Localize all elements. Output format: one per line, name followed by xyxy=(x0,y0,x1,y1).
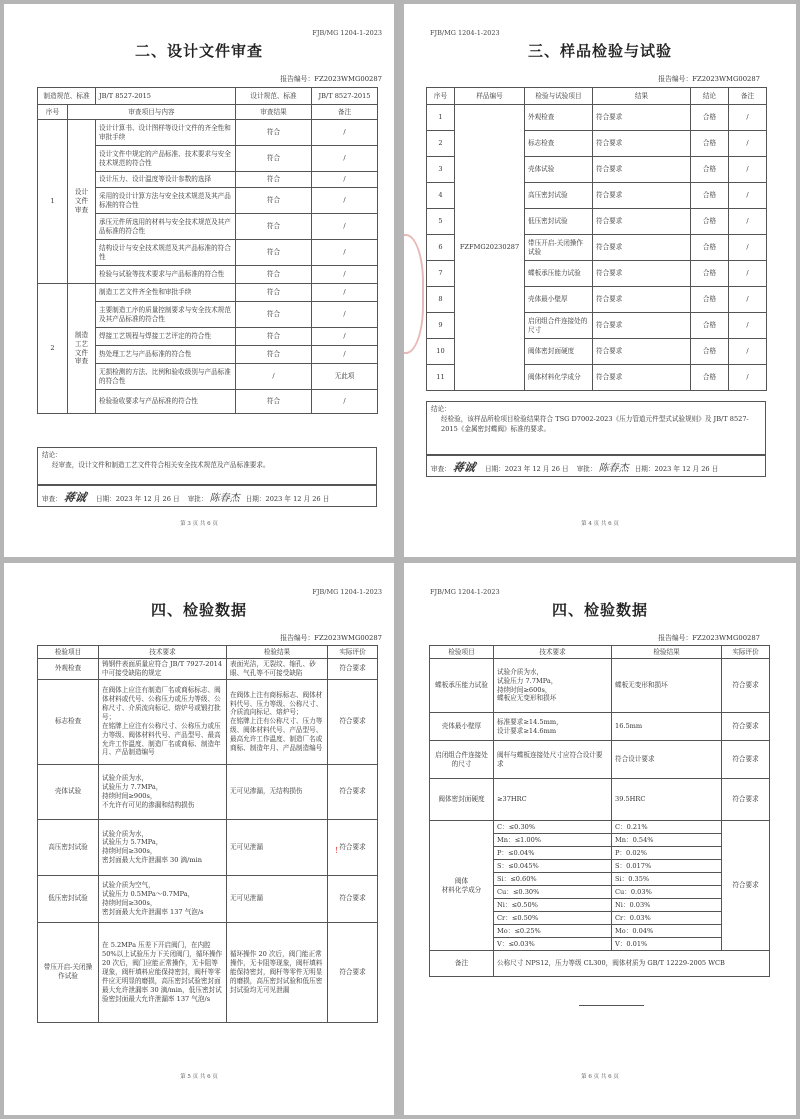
report-number: 报告编号：FZ2023WMG00287 xyxy=(280,634,382,642)
report-number: 报告编号：FZ2023WMG00287 xyxy=(658,75,760,83)
review-content: 结构设计与安全技术规范及其产品标准的符合性 xyxy=(96,240,236,266)
sample-inspection-table xyxy=(426,87,767,391)
chem-result: Cu：0.03% xyxy=(612,886,722,899)
chem-requirement: Ni：≤0.50% xyxy=(494,899,612,912)
page-number: 第 4 页 共 6 页 xyxy=(581,521,619,527)
review-note: / xyxy=(312,188,378,214)
note-row xyxy=(430,951,770,977)
page-number: 第 3 页 共 6 页 xyxy=(180,521,218,527)
chem-requirement: Si：≤0.60% xyxy=(494,873,612,886)
row-number: 5 xyxy=(427,209,455,235)
review-note: 无此项 xyxy=(312,364,378,390)
data-evaluation: 符合要求 xyxy=(328,922,378,1022)
chem-result: Cr：0.03% xyxy=(612,912,722,925)
data-item: 高压密封试验 xyxy=(38,819,99,875)
inspection-result: 符合要求 xyxy=(593,105,691,131)
chem-requirement: C：≤0.30% xyxy=(494,821,612,834)
group-name: 设计 文件 审查 xyxy=(68,120,96,284)
inspection-item: 外观检查 xyxy=(525,105,593,131)
data-item: 外观检查 xyxy=(38,659,99,680)
data-item: 蝶板承压能力试验 xyxy=(430,659,494,713)
col-header-content: 审查项目与内容 xyxy=(68,105,236,120)
design-standard-label: 设计规范、标准 xyxy=(236,88,312,105)
reviewer-signature: 蒋诚 xyxy=(62,491,88,504)
conclusion-text: 经审查，设计文件和制造工艺文件符合相关安全技术规范及产品标准要求。 xyxy=(52,460,270,469)
group-number: 2 xyxy=(38,284,68,414)
col-header-no: 序号 xyxy=(427,88,455,105)
data-result: 16.5mm xyxy=(612,713,722,741)
review-result: 符合 xyxy=(236,284,312,302)
approval-date: 日期：2023 年 12 月 26 日 xyxy=(634,465,719,473)
table-header xyxy=(38,105,378,120)
data-item: 阀体密封面硬度 xyxy=(430,779,494,821)
table-row xyxy=(38,875,378,922)
table-row xyxy=(38,284,378,302)
inspection-note: / xyxy=(729,157,767,183)
data-evaluation: 符合要求 xyxy=(722,741,770,779)
review-content: 制造工艺文件齐全性和审批手续 xyxy=(96,284,236,302)
review-date: 日期：2023 年 12 月 26 日 xyxy=(485,465,569,473)
inspection-conclusion: 合格 xyxy=(691,287,729,313)
chem-requirement: S：≤0.045% xyxy=(494,860,612,873)
inspection-conclusion: 合格 xyxy=(691,339,729,365)
report-number: 报告编号：FZ2023WMG00287 xyxy=(658,634,760,642)
group-number: 1 xyxy=(38,120,68,284)
chem-result: Mn：0.54% xyxy=(612,834,722,847)
col-header-result: 检验结果 xyxy=(612,646,722,659)
approver-signature: 陈春杰 xyxy=(598,463,629,474)
data-evaluation: 符合要求 xyxy=(328,659,378,680)
inspection-item: 高压密封试验 xyxy=(525,183,593,209)
conclusion-label: 结论： xyxy=(42,451,62,459)
conclusion-box xyxy=(37,447,377,485)
col-header-result: 检验结果 xyxy=(227,646,328,659)
row-number: 10 xyxy=(427,339,455,365)
review-note: / xyxy=(312,146,378,172)
data-result: 无可见渗漏，无结构损伤 xyxy=(227,764,328,819)
review-note: / xyxy=(312,214,378,240)
row-number: 2 xyxy=(427,131,455,157)
inspection-note: / xyxy=(729,365,767,391)
reviewer-signature: 蒋诚 xyxy=(451,461,477,474)
approval-date: 日期：2023 年 12 月 26 日 xyxy=(245,495,330,503)
review-result: 符合 xyxy=(236,120,312,146)
chem-requirement: V：≤0.03% xyxy=(494,938,612,951)
data-result: 表面光洁，无裂纹、缩孔、砂眼、气孔等不可接受缺陷 xyxy=(227,659,328,680)
chem-requirement: Mn：≤1.00% xyxy=(494,834,612,847)
inspection-item: 壳体试验 xyxy=(525,157,593,183)
review-result: 符合 xyxy=(236,240,312,266)
row-number: 11 xyxy=(427,365,455,391)
review-content: 热处理工艺与产品标准的符合性 xyxy=(96,346,236,364)
inspection-conclusion: 合格 xyxy=(691,157,729,183)
conclusion-label: 结论： xyxy=(431,405,451,413)
review-result: 符合 xyxy=(236,188,312,214)
chem-result: Mo：0.04% xyxy=(612,925,722,938)
col-header-requirement: 技术要求 xyxy=(494,646,612,659)
chem-result: Ni：0.03% xyxy=(612,899,722,912)
data-evaluation: 符合要求 xyxy=(328,764,378,819)
col-header-note: 备注 xyxy=(729,88,767,105)
inspection-item: 带压开启-关闭操作试验 xyxy=(525,235,593,261)
review-content: 设计文件中规定的产品标准、技术要求与安全技术规范的符合性 xyxy=(96,146,236,172)
col-header-evaluation: 实际评价 xyxy=(328,646,378,659)
col-header-requirement: 技术要求 xyxy=(99,646,227,659)
inspection-result: 符合要求 xyxy=(593,209,691,235)
signature-row xyxy=(37,485,377,507)
table-header xyxy=(430,646,770,659)
inspection-note: / xyxy=(729,261,767,287)
inspection-result: 符合要求 xyxy=(593,313,691,339)
data-evaluation: 符合要求 xyxy=(328,679,378,764)
review-note: / xyxy=(312,390,378,414)
table-row xyxy=(427,105,767,131)
data-result: 39.5HRC xyxy=(612,779,722,821)
chem-row xyxy=(430,821,770,834)
review-date: 日期：2023 年 12 月 26 日 xyxy=(96,495,180,503)
stamp-seal xyxy=(404,234,424,354)
review-result: 符合 xyxy=(236,390,312,414)
data-requirement: ≥37HRC xyxy=(494,779,612,821)
table-row xyxy=(430,741,770,779)
col-header-note: 备注 xyxy=(312,105,378,120)
chem-requirement: Cr：≤0.50% xyxy=(494,912,612,925)
inspection-note: / xyxy=(729,131,767,157)
design-review-table xyxy=(37,87,378,414)
data-requirement: 铸钢件表面质量应符合 JB/T 7927-2014 中可接受缺陷的规定 xyxy=(99,659,227,680)
data-evaluation: 符合要求 xyxy=(328,819,378,875)
chem-result: S：0.017% xyxy=(612,860,722,873)
review-note: / xyxy=(312,302,378,328)
inspection-result: 符合要求 xyxy=(593,339,691,365)
row-number: 3 xyxy=(427,157,455,183)
chem-evaluation: 符合要求 xyxy=(722,821,770,951)
mfg-standard-label: 制造规范、标准 xyxy=(38,88,96,105)
data-result: 无可见泄漏 xyxy=(227,819,328,875)
inspection-note: / xyxy=(729,209,767,235)
sample-number: FZFMG20230287 xyxy=(455,105,525,391)
row-number: 8 xyxy=(427,287,455,313)
data-result: 循环操作 20 次后，阀门能正常操作，无卡阻等现象，阀杆填料能保持密封，阀杆等零件无明显的磨损，高压密封试验和低压密封试验均无可见泄漏 xyxy=(227,922,328,1022)
inspection-result: 符合要求 xyxy=(593,157,691,183)
data-requirement: 试验介质为空气， 试验压力 0.5MPa～0.7MPa， 持续时间≥300s， 密封面最大允许泄漏率 137 气泡/s xyxy=(99,875,227,922)
inspection-result: 符合要求 xyxy=(593,235,691,261)
review-result: 符合 xyxy=(236,146,312,172)
row-number: 7 xyxy=(427,261,455,287)
review-result: 符合 xyxy=(236,328,312,346)
reviewer-label: 审查： xyxy=(431,465,451,473)
data-result: 蝶板无变形和损坏 xyxy=(612,659,722,713)
table-row xyxy=(38,679,378,764)
inspection-conclusion: 合格 xyxy=(691,235,729,261)
inspection-result: 符合要求 xyxy=(593,365,691,391)
row-number: 6 xyxy=(427,235,455,261)
report-number: 报告编号：FZ2023WMG00287 xyxy=(280,75,382,83)
table-row xyxy=(38,120,378,146)
chem-result: C：0.21% xyxy=(612,821,722,834)
col-header-conclusion: 结论 xyxy=(691,88,729,105)
reviewer-label: 审查： xyxy=(42,495,62,503)
conclusion-text: 经检验，该样品所检项目检验结果符合 TSG D7002-2023《压力管道元件型式试验规则》及 JB/T 8527-2015《金属密封蝶阀》标准的要求。 xyxy=(441,414,749,433)
standards-row xyxy=(38,88,378,105)
inspection-conclusion: 合格 xyxy=(691,131,729,157)
page-title: 二、设计文件审查 xyxy=(134,42,263,60)
chem-requirement: Cu：≤0.30% xyxy=(494,886,612,899)
table-row xyxy=(430,713,770,741)
review-content: 焊接工艺规程与焊接工艺评定的符合性 xyxy=(96,328,236,346)
data-evaluation: 符合要求 xyxy=(722,659,770,713)
inspection-note: / xyxy=(729,183,767,209)
review-note: / xyxy=(312,172,378,188)
page-inspection-data-2 xyxy=(404,563,796,1115)
data-item: 壳体试验 xyxy=(38,764,99,819)
note-text: 公称尺寸 NPS12，压力等级 CL300，阀体材质为 GB/T 12229-2005 WCB xyxy=(494,951,770,977)
review-note: / xyxy=(312,346,378,364)
review-result: 符合 xyxy=(236,172,312,188)
col-header-item: 检验与试验项目 xyxy=(525,88,593,105)
review-content: 检验验收要求与产品标准的符合性 xyxy=(96,390,236,414)
review-note: / xyxy=(312,284,378,302)
data-evaluation: 符合要求 xyxy=(722,713,770,741)
page-title: 四、检验数据 xyxy=(551,601,648,619)
data-item: 低压密封试验 xyxy=(38,875,99,922)
review-result: 符合 xyxy=(236,266,312,284)
inspection-note: / xyxy=(729,287,767,313)
table-row xyxy=(38,922,378,1022)
chem-result: V：0.01% xyxy=(612,938,722,951)
data-requirement: 在阀体上应注有制造厂名或商标标志、阀体材料或代号、公称压力或压力等级、公称尺寸、介质流向标记、熔炉号或锻打批号； 在铭牌上应注有公称尺寸、公称压力或压力等级、阀体材料代号、产品型号、最高允许工作温度、制造厂名或商标、制造年月、产品制造编号 xyxy=(99,679,227,764)
inspection-note: / xyxy=(729,235,767,261)
row-number: 1 xyxy=(427,105,455,131)
table-header xyxy=(38,646,378,659)
review-content: 设计计算书、设计图样等设计文件的齐全性和审批手续 xyxy=(96,120,236,146)
col-header-result: 结果 xyxy=(593,88,691,105)
col-header-item: 检验项目 xyxy=(38,646,99,659)
signature-row xyxy=(426,455,766,477)
review-note: / xyxy=(312,328,378,346)
inspection-conclusion: 合格 xyxy=(691,313,729,339)
data-requirement: 阀杆与蝶板连接处尺寸应符合设计要求 xyxy=(494,741,612,779)
col-header-item: 检验项目 xyxy=(430,646,494,659)
mfg-standard-value: JB/T 8527-2015 xyxy=(96,88,236,105)
review-note: / xyxy=(312,266,378,284)
data-requirement: 标准要求≥14.5mm， 设计要求≥14.6mm xyxy=(494,713,612,741)
inspection-item: 启闭组合件连接处的尺寸 xyxy=(525,313,593,339)
inspection-item: 壳体最小壁厚 xyxy=(525,287,593,313)
review-note: / xyxy=(312,120,378,146)
review-content: 设计压力、设计温度等设计参数的选择 xyxy=(96,172,236,188)
inspection-conclusion: 合格 xyxy=(691,261,729,287)
inspection-result: 符合要求 xyxy=(593,287,691,313)
row-number: 4 xyxy=(427,183,455,209)
review-result: 符合 xyxy=(236,214,312,240)
row-number: 9 xyxy=(427,313,455,339)
review-result: / xyxy=(236,364,312,390)
standard-code: FJB/MG 1204-1-2023 xyxy=(430,29,500,37)
review-note: / xyxy=(312,240,378,266)
table-row xyxy=(38,764,378,819)
end-line xyxy=(579,1005,644,1006)
approver-signature: 陈春杰 xyxy=(209,493,240,504)
review-result: 符合 xyxy=(236,346,312,364)
review-content: 检验与试验等技术要求与产品标准的符合性 xyxy=(96,266,236,284)
data-result: 在阀体上注有商标标志、阀体材料代号、压力等级、公称尺寸、介质流向标记、熔炉号； 在铭牌上注有公称尺寸、压力等级、阀体材料代号、产品型号、最高允许工作温度、制造厂名或商标、制造年月、产品制造编号 xyxy=(227,679,328,764)
inspection-result: 符合要求 xyxy=(593,261,691,287)
data-result: 无可见泄漏 xyxy=(227,875,328,922)
review-result: 符合 xyxy=(236,302,312,328)
chem-result: P：0.02% xyxy=(612,847,722,860)
inspection-item: 阀体材料化学成分 xyxy=(525,365,593,391)
data-requirement: 试验介质为水， 试验压力 7.7MPa， 持续时间≥600s， 蝶板应无变形和损坏 xyxy=(494,659,612,713)
standard-code: FJB/MG 1204-1-2023 xyxy=(312,588,382,596)
review-content: 无损检测的方法、比例和验收级别与产品标准的符合性 xyxy=(96,364,236,390)
page-title: 三、样品检验与试验 xyxy=(527,42,672,60)
col-header-evaluation: 实际评价 xyxy=(722,646,770,659)
inspection-result: 符合要求 xyxy=(593,131,691,157)
design-standard-value: JB/T 8527-2015 xyxy=(312,88,378,105)
page-number: 第 5 页 共 6 页 xyxy=(180,1074,218,1080)
col-header-no: 序号 xyxy=(38,105,68,120)
group-name: 制造 工艺 文件 审查 xyxy=(68,284,96,414)
page-title: 四、检验数据 xyxy=(150,601,247,619)
table-row xyxy=(38,819,378,875)
inspection-note: / xyxy=(729,105,767,131)
table-row xyxy=(430,779,770,821)
inspection-item: 阀体密封面硬度 xyxy=(525,339,593,365)
data-requirement: 试验介质为水， 试验压力 7.7MPa， 持续时间≥900s， 不允许有可见的渗漏和结构损伤 xyxy=(99,764,227,819)
red-check-mark: ! xyxy=(335,846,339,855)
data-item: 壳体最小壁厚 xyxy=(430,713,494,741)
conclusion-box xyxy=(426,401,766,455)
inspection-data-table xyxy=(37,645,378,1023)
data-item: 带压开启-关闭操作试验 xyxy=(38,922,99,1022)
inspection-item: 标志检查 xyxy=(525,131,593,157)
data-evaluation: 符合要求 xyxy=(722,779,770,821)
table-row xyxy=(430,659,770,713)
inspection-conclusion: 合格 xyxy=(691,209,729,235)
approver-label: 审批： xyxy=(187,495,208,503)
page-design-review xyxy=(4,4,394,557)
chem-item: 阀体 材料化学成分 xyxy=(430,821,494,951)
page-inspection-data-1 xyxy=(4,563,394,1115)
review-content: 主要制造工序的质量控制要求与安全技术规范及其产品标准的符合性 xyxy=(96,302,236,328)
approver-label: 审批： xyxy=(576,465,597,473)
data-result: 符合设计要求 xyxy=(612,741,722,779)
page-sample-inspection xyxy=(404,4,796,557)
table-row xyxy=(38,659,378,680)
inspection-note: / xyxy=(729,313,767,339)
col-header-result: 审查结果 xyxy=(236,105,312,120)
data-item: 启闭组合件连接处的尺寸 xyxy=(430,741,494,779)
inspection-data-table xyxy=(429,645,770,977)
standard-code: FJB/MG 1204-1-2023 xyxy=(430,588,500,596)
chem-requirement: P：≤0.04% xyxy=(494,847,612,860)
inspection-conclusion: 合格 xyxy=(691,183,729,209)
data-evaluation: 符合要求 xyxy=(328,875,378,922)
inspection-result: 符合要求 xyxy=(593,183,691,209)
review-content: 承压元件所选用的材料与安全技术规范及其产品标准的符合性 xyxy=(96,214,236,240)
review-content: 采用的设计计算方法与安全技术规范及其产品标准的符合性 xyxy=(96,188,236,214)
inspection-conclusion: 合格 xyxy=(691,365,729,391)
page-number: 第 6 页 共 6 页 xyxy=(581,1074,619,1080)
inspection-item: 低压密封试验 xyxy=(525,209,593,235)
inspection-conclusion: 合格 xyxy=(691,105,729,131)
note-label: 备注 xyxy=(430,951,494,977)
data-requirement: 在 5.2MPa 压差下开启阀门，在内腔 50%以上试验压力下关闭阀门，循环操作 20 次后，阀门应能正常操作，无卡阻等现象，阀杆填料应能保持密封，阀杆等零件应无明显的磨损，高压密封试验密封面最大允许泄漏率 30 滴/min，低压密封试验密封面最大允许泄漏率 137 气泡/s xyxy=(99,922,227,1022)
data-item: 标志检查 xyxy=(38,679,99,764)
chem-result: Si：0.35% xyxy=(612,873,722,886)
data-requirement: 试验介质为水， 试验压力 5.7MPa， 持续时间≥300s， 密封面最大允许泄漏率 30 滴/min xyxy=(99,819,227,875)
inspection-item: 蝶板承压能力试验 xyxy=(525,261,593,287)
standard-code: FJB/MG 1204-1-2023 xyxy=(312,29,382,37)
col-header-sample: 样品编号 xyxy=(455,88,525,105)
table-header xyxy=(427,88,767,105)
inspection-note: / xyxy=(729,339,767,365)
chem-requirement: Mo：≤0.25% xyxy=(494,925,612,938)
